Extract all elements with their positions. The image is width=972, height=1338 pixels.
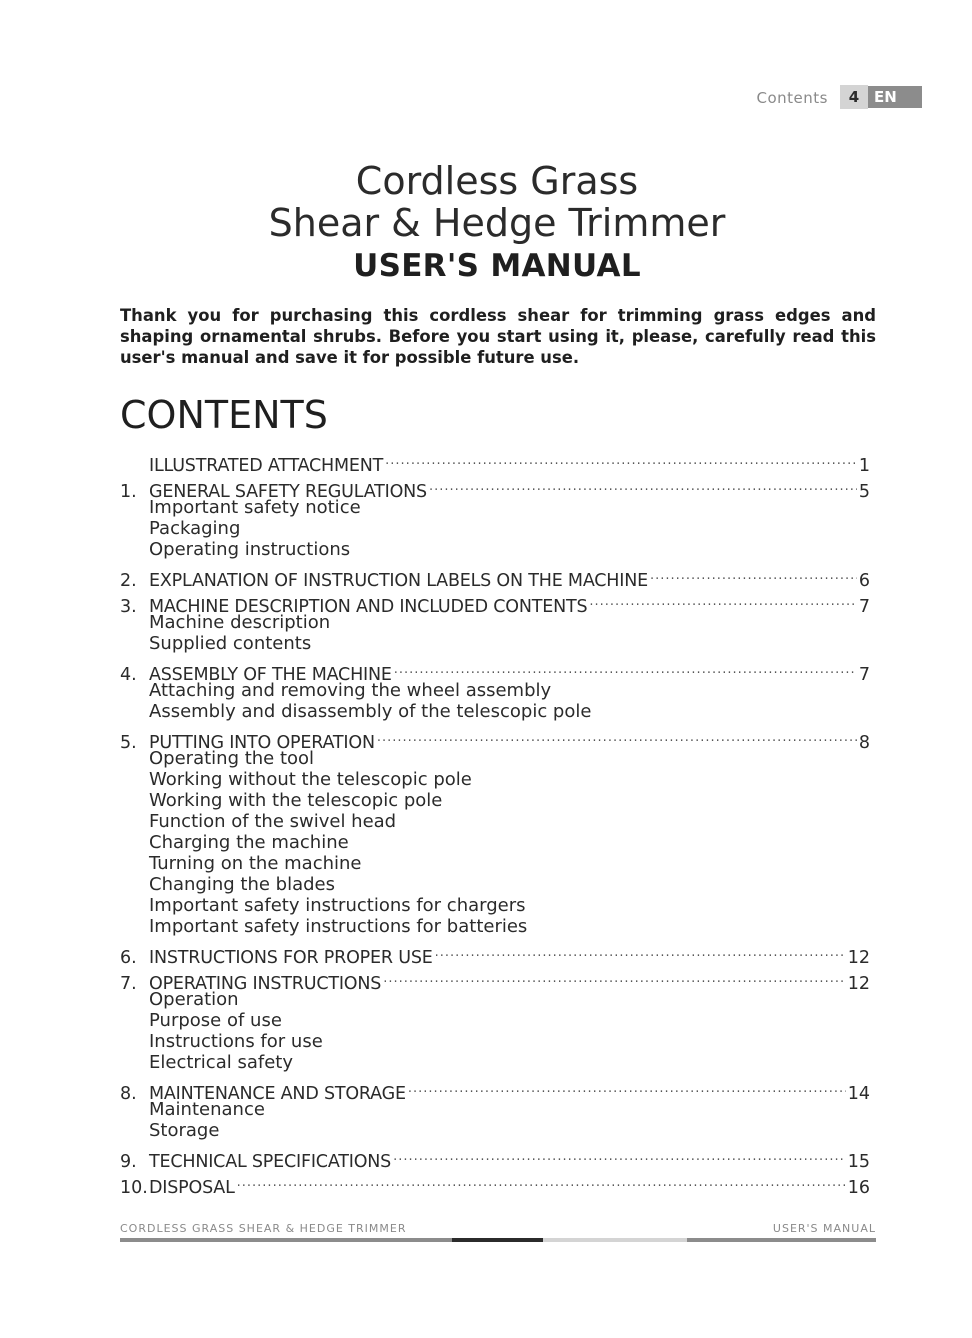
toc-subentry: Changing the blades (149, 874, 335, 895)
toc-section (120, 942, 870, 968)
toc-entry-page: 12 (847, 974, 870, 994)
toc-section (120, 450, 870, 476)
toc-entry-page: 1 (858, 456, 870, 476)
header-section-label: Contents (756, 89, 828, 107)
toc-dot-leader (408, 1078, 846, 1099)
toc-entry-number: 3. (120, 597, 137, 617)
toc-entry-number: 5. (120, 733, 137, 753)
table-of-contents (120, 450, 870, 1198)
toc-section (120, 1146, 870, 1172)
toc-section (120, 1172, 870, 1198)
toc-subentry: Attaching and removing the wheel assembly (149, 680, 552, 701)
footer-document-type: USER'S MANUAL (772, 1222, 876, 1235)
toc-section (120, 476, 870, 560)
title-line-1: Cordless Grass (355, 159, 639, 203)
toc-section (120, 565, 870, 591)
toc-entry-number: 6. (120, 948, 137, 968)
toc-entry-title: GENERAL SAFETY REGULATIONS (149, 482, 427, 502)
contents-heading: CONTENTS (120, 393, 328, 437)
toc-entry-title: ILLUSTRATED ATTACHMENT (149, 456, 384, 476)
toc-dot-leader (394, 659, 857, 680)
toc-dot-leader (385, 450, 857, 471)
footer-bar-segment (452, 1238, 543, 1242)
toc-entry-title: INSTRUCTIONS FOR PROPER USE (149, 948, 433, 968)
toc-entry-number: 10. (120, 1178, 148, 1198)
toc-entry-title: ASSEMBLY OF THE MACHINE (149, 665, 392, 685)
toc-entry[interactable] (120, 591, 870, 617)
toc-entry-title: PUTTING INTO OPERATION (149, 733, 375, 753)
toc-entry[interactable] (120, 659, 870, 685)
document-subtitle: USER'S MANUAL (353, 248, 641, 284)
toc-subentry: Operating the tool (149, 748, 315, 769)
toc-section (120, 727, 870, 937)
toc-entry-title: EXPLANATION OF INSTRUCTION LABELS ON THE MACHINE (149, 571, 648, 591)
toc-entry-page: 12 (847, 948, 870, 968)
header-language-badge: EN (868, 86, 922, 108)
footer-bar-segment (120, 1238, 452, 1242)
toc-subentry: Maintenance (149, 1099, 265, 1120)
toc-entry-number: 7. (120, 974, 137, 994)
toc-subentry: Important safety instructions for chargers (149, 895, 526, 916)
footer-divider-bar (120, 1238, 876, 1242)
header-page-number: 4 (840, 85, 868, 109)
toc-entry-title: MACHINE DESCRIPTION AND INCLUDED CONTENTS (149, 597, 588, 617)
toc-dot-leader (237, 1172, 846, 1193)
toc-entry[interactable] (120, 968, 870, 994)
toc-entry-page: 16 (847, 1178, 870, 1198)
toc-entry-page: 7 (858, 597, 870, 617)
toc-subentry: Electrical safety (149, 1052, 293, 1073)
toc-subentry: Machine description (149, 612, 331, 633)
toc-entry[interactable] (120, 1172, 870, 1198)
toc-subentry: Assembly and disassembly of the telescopic pole (149, 701, 592, 722)
toc-entry-number: 9. (120, 1152, 137, 1172)
toc-section (120, 591, 870, 654)
toc-dot-leader (650, 565, 857, 586)
toc-subentry: Turning on the machine (149, 853, 362, 874)
toc-subentry: Purpose of use (149, 1010, 282, 1031)
toc-entry[interactable] (120, 565, 870, 591)
toc-dot-leader (435, 942, 846, 963)
toc-section (120, 1078, 870, 1141)
toc-entry-page: 14 (847, 1084, 870, 1104)
toc-entry-title: MAINTENANCE AND STORAGE (149, 1084, 406, 1104)
toc-entry-title: DISPOSAL (149, 1178, 235, 1198)
toc-dot-leader (429, 476, 857, 497)
toc-entry-page: 6 (858, 571, 870, 591)
toc-entry-number: 8. (120, 1084, 137, 1104)
toc-entry-page: 7 (858, 665, 870, 685)
toc-subentry: Operating instructions (149, 539, 351, 560)
toc-entry[interactable] (120, 1078, 870, 1104)
toc-entry-number: 4. (120, 665, 137, 685)
toc-entry[interactable] (120, 1146, 870, 1172)
title-line-2: Shear & Hedge Trimmer (268, 201, 726, 245)
page-header (757, 85, 922, 109)
toc-subentry: Operation (149, 989, 239, 1010)
toc-entry[interactable] (120, 450, 870, 476)
toc-entry-page: 15 (847, 1152, 870, 1172)
toc-subentry: Instructions for use (149, 1031, 323, 1052)
toc-dot-leader (383, 968, 846, 989)
document-title (0, 160, 972, 244)
intro-paragraph: Thank you for purchasing this cordless shear for trimming grass edges and shaping ornamental shrubs. Before you start using it, please, carefully read this user's manual and save it for possible future use. (120, 306, 876, 367)
toc-subentry: Storage (149, 1120, 220, 1141)
toc-section (120, 659, 870, 722)
toc-entry-page: 5 (858, 482, 870, 502)
toc-dot-leader (589, 591, 856, 612)
toc-subentry: Working with the telescopic pole (149, 790, 443, 811)
toc-entry-title: OPERATING INSTRUCTIONS (149, 974, 382, 994)
toc-subentry: Working without the telescopic pole (149, 769, 472, 790)
toc-entry-number: 1. (120, 482, 137, 502)
toc-subentry: Important safety instructions for batteries (149, 916, 528, 937)
toc-subentry: Supplied contents (149, 633, 312, 654)
toc-dot-leader (377, 727, 857, 748)
footer-product-name: CORDLESS GRASS SHEAR & HEDGE TRIMMER (120, 1222, 407, 1235)
toc-entry-title: TECHNICAL SPECIFICATIONS (149, 1152, 392, 1172)
toc-entry-page: 8 (858, 733, 870, 753)
toc-entry[interactable] (120, 727, 870, 753)
toc-subentry: Important safety notice (149, 497, 361, 518)
toc-subentry: Charging the machine (149, 832, 349, 853)
toc-subentry: Packaging (149, 518, 241, 539)
toc-section (120, 968, 870, 1073)
toc-dot-leader (393, 1146, 846, 1167)
toc-entry[interactable] (120, 476, 870, 502)
toc-entry[interactable] (120, 942, 870, 968)
toc-entry-number: 2. (120, 571, 137, 591)
footer-bar-segment (543, 1238, 687, 1242)
footer-bar-segment (687, 1238, 876, 1242)
toc-subentry: Function of the swivel head (149, 811, 397, 832)
